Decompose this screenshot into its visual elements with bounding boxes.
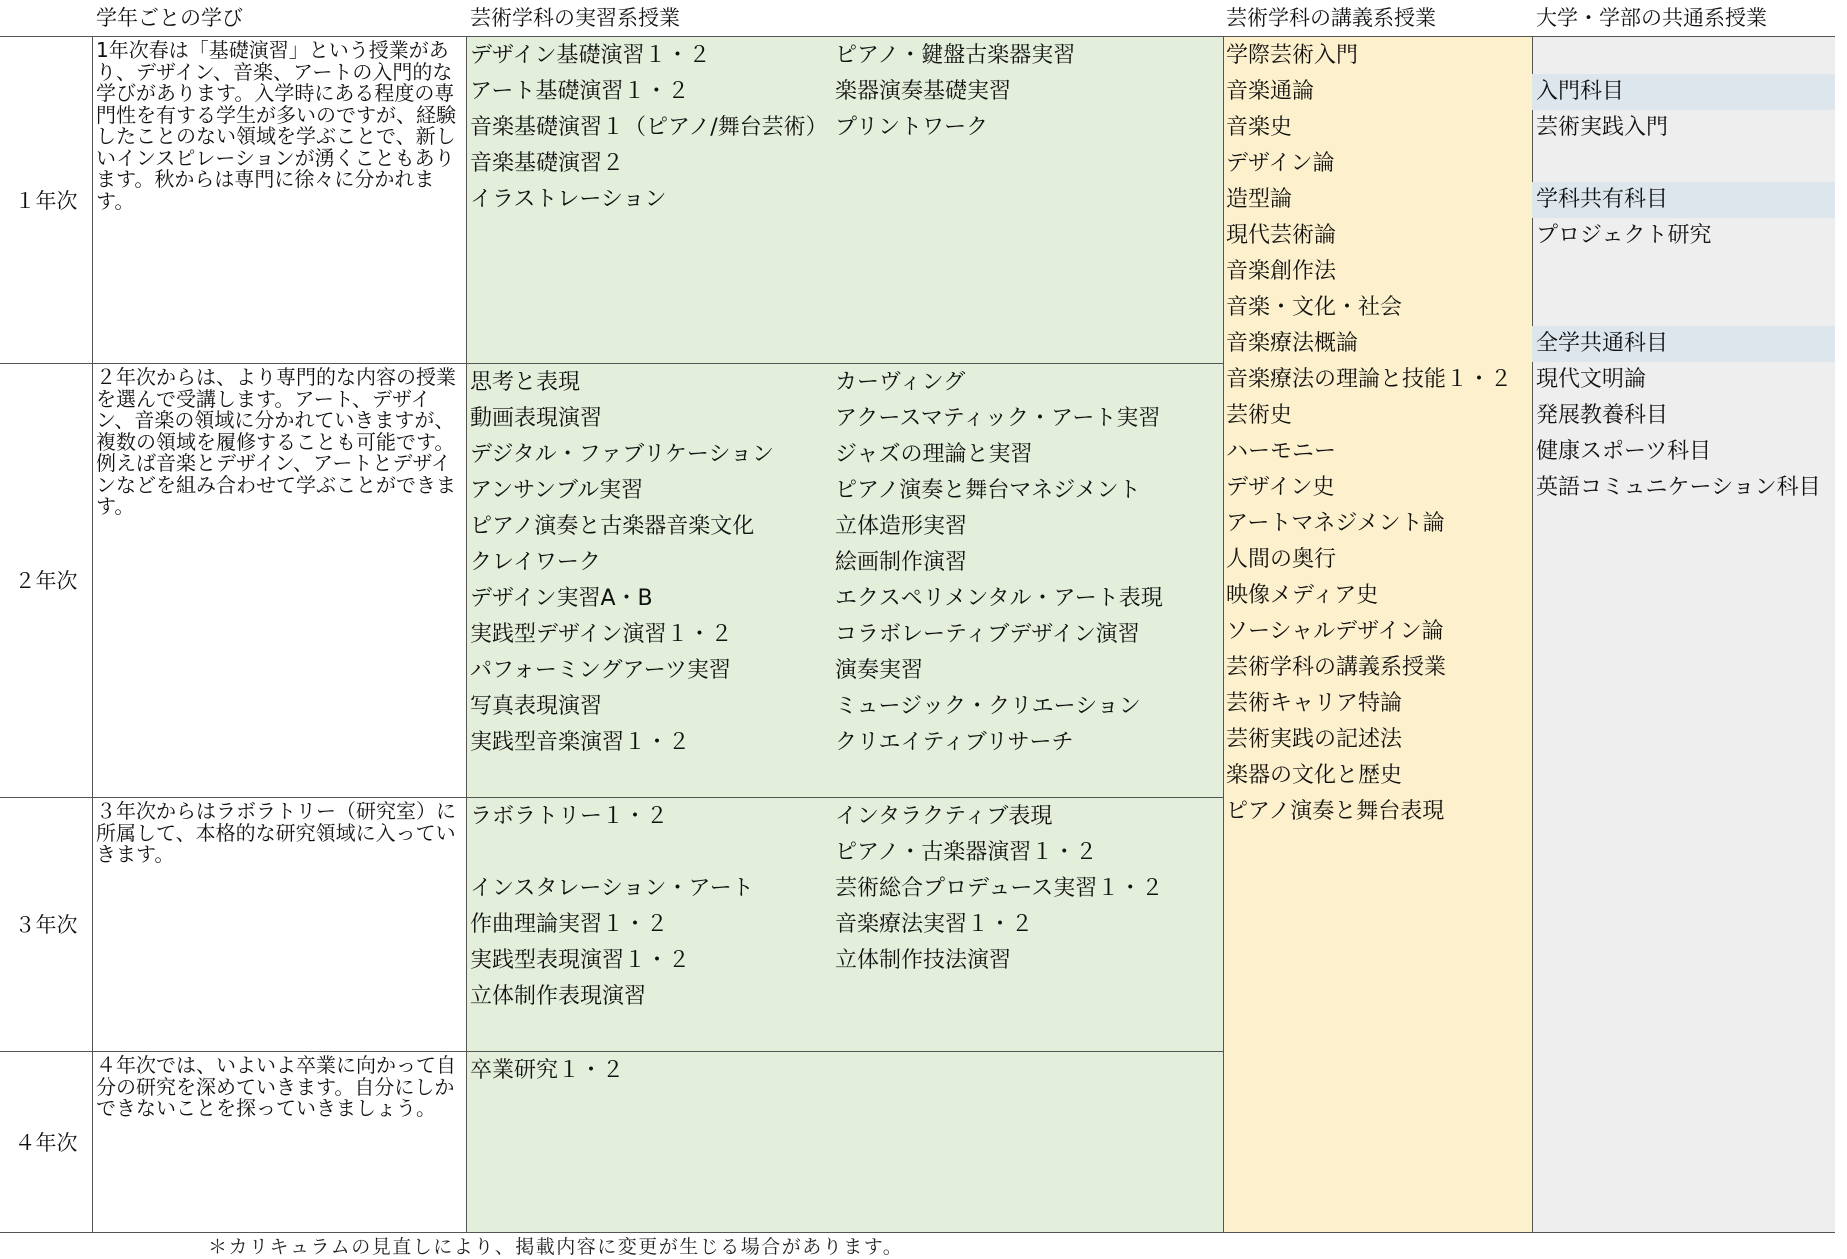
practical-course-item: 動画表現演習 xyxy=(470,406,603,431)
lecture-course-item: 楽器の文化と歴史 xyxy=(1226,763,1403,788)
practical-course-item: ピアノ・鍵盤古楽器実習 xyxy=(835,43,1076,68)
lecture-course-item: 造型論 xyxy=(1226,187,1293,212)
year-description: ４年次では、いよいよ卒業に向かって自分の研究を深めていきます。自分にしかできないことを探っていきましょう。 xyxy=(96,1053,456,1120)
lecture-course-item: 音楽療法の理論と技能１・２ xyxy=(1226,367,1513,392)
lecture-course-item: 人間の奥行 xyxy=(1226,547,1337,572)
year-label: １年次 xyxy=(14,188,78,213)
lecture-course-item: 芸術学科の講義系授業 xyxy=(1226,655,1447,680)
lecture-course-item: ハーモニー xyxy=(1226,439,1337,464)
practical-course-item: アンサンブル実習 xyxy=(470,478,644,503)
header-lecture: 芸術学科の講義系授業 xyxy=(1226,6,1436,30)
practical-course-item: 絵画制作演習 xyxy=(835,550,968,575)
lecture-course-item: ソーシャルデザイン論 xyxy=(1226,619,1444,644)
year-label: ４年次 xyxy=(14,1130,78,1155)
common-course-item: 現代文明論 xyxy=(1536,367,1647,392)
practical-course-item: 音楽基礎演習２ xyxy=(470,151,625,176)
lecture-course-item: デザイン史 xyxy=(1226,475,1335,500)
year-label: ２年次 xyxy=(14,569,78,593)
practical-course-item: 音楽基礎演習１（ピアノ/舞台芸術） xyxy=(470,115,828,140)
practical-course-item: クリエイティブリサーチ xyxy=(835,730,1074,755)
grid-line-col-3 xyxy=(1223,36,1224,1232)
practical-course-item: インスタレーション・アート xyxy=(470,876,754,901)
practical-course-item: アート基礎演習１・２ xyxy=(470,79,690,104)
practical-course-item: ジャズの理論と実習 xyxy=(835,442,1033,467)
common-course-item: 発展教養科目 xyxy=(1536,403,1669,428)
practical-course-item: カーヴィング xyxy=(835,370,966,395)
practical-course-item: 作曲理論実習１・２ xyxy=(470,912,669,937)
grid-line-row-1 xyxy=(0,363,1223,364)
year-description: ２年次からは、より専門的な内容の授業を選んで受講します。アート、デザイン、音楽の領域に分かれていきますが、複数の領域を履修することも可能です。例えば音楽とデザイン、アートとデザインなどを組み合わせて学ぶことができます。 xyxy=(96,365,456,518)
practical-course-item: 立体制作技法演習 xyxy=(835,948,1012,973)
grid-line-row-2 xyxy=(0,797,1223,798)
lecture-course-item: 芸術実践の記述法 xyxy=(1226,727,1403,752)
lecture-course-item: 学際芸術入門 xyxy=(1226,43,1359,68)
practical-course-item: デザイン基礎演習１・２ xyxy=(470,43,711,68)
practical-course-item: パフォーミングアーツ実習 xyxy=(470,658,731,683)
year-label: ３年次 xyxy=(14,913,78,937)
footer-note: ＊カリキュラムの見直しにより、掲載内容に変更が生じる場合があります。 xyxy=(208,1236,904,1258)
lecture-course-item: 芸術史 xyxy=(1226,403,1293,428)
practical-course-item: インタラクティブ表現 xyxy=(835,804,1053,829)
common-course-item: 英語コミュニケーション科目 xyxy=(1536,475,1821,500)
practical-course-item: コラボレーティブデザイン演習 xyxy=(835,622,1140,647)
lecture-course-item: 現代芸術論 xyxy=(1226,223,1337,248)
grid-line-col-1 xyxy=(92,36,93,1232)
grid-line-col-2 xyxy=(466,36,467,1232)
practical-course-item: デジタル・ファブリケーション xyxy=(470,442,775,467)
practical-course-item: 音楽療法実習１・２ xyxy=(835,912,1034,937)
practical-course-item: 実践型デザイン演習１・２ xyxy=(470,622,733,647)
lecture-course-item: デザイン論 xyxy=(1226,151,1335,176)
year-description: 1年次春は「基礎演習」という授業があり、デザイン、音楽、アートの入門的な学びがあります。入学時にある程度の専門性を有する学生が多いのですが、経験したことのない領域を学ぶことで、新しいインスピレーションが湧くこともあります。秋からは専門に徐々に分かれます。 xyxy=(96,38,456,213)
practical-course-item: 楽器演奏基礎実習 xyxy=(835,79,1012,104)
practical-course-item: 芸術総合プロデュース実習１・２ xyxy=(835,876,1164,901)
lecture-course-item: 音楽・文化・社会 xyxy=(1226,295,1403,320)
practical-course-item: クレイワーク xyxy=(470,550,601,575)
lecture-course-item: 音楽療法概論 xyxy=(1226,331,1359,356)
lecture-course-item: 音楽通論 xyxy=(1226,79,1315,104)
practical-course-item: ピアノ演奏と古楽器音楽文化 xyxy=(470,514,755,539)
practical-course-item: 演奏実習 xyxy=(835,658,924,683)
grid-line-row-3 xyxy=(0,1051,1223,1052)
lecture-course-item: 映像メディア史 xyxy=(1226,583,1379,608)
grid-line-header xyxy=(0,36,1835,37)
lecture-course-item: ピアノ演奏と舞台表現 xyxy=(1226,799,1445,824)
common-course-item: 健康スポーツ科目 xyxy=(1536,439,1712,464)
header-common: 大学・学部の共通系授業 xyxy=(1536,6,1767,30)
lecture-course-item: 音楽史 xyxy=(1226,115,1293,140)
practical-course-item: 立体造形実習 xyxy=(835,514,968,539)
header-study-by-year: 学年ごとの学び xyxy=(96,6,243,30)
practical-course-item: ピアノ・古楽器演習１・２ xyxy=(835,840,1098,865)
practical-course-item: デザイン実習A・B xyxy=(470,586,653,611)
year-description: ３年次からはラボラトリー（研究室）に所属して、本格的な研究領域に入っていきます。 xyxy=(96,799,456,866)
practical-course-item: エクスペリメンタル・アート表現 xyxy=(835,586,1163,611)
practical-course-item: イラストレーション xyxy=(470,187,667,212)
practical-course-item: ラボラトリー１・２ xyxy=(470,804,669,829)
common-course-item: プロジェクト研究 xyxy=(1536,223,1712,248)
practical-course-item: ミュージック・クリエーション xyxy=(835,694,1141,719)
lecture-course-item: 芸術キャリア特論 xyxy=(1226,691,1403,716)
practical-course-item: 写真表現演習 xyxy=(470,694,603,719)
common-category-label: 学科共有科目 xyxy=(1536,187,1669,212)
practical-course-item: アクースマティック・アート実習 xyxy=(835,406,1161,431)
lecture-course-item: 音楽創作法 xyxy=(1226,259,1337,284)
practical-course-item: 卒業研究１・２ xyxy=(470,1058,625,1083)
practical-course-item: 実践型表現演習１・２ xyxy=(470,948,691,973)
practical-course-item: 立体制作表現演習 xyxy=(470,984,647,1009)
common-course-item: 芸術実践入門 xyxy=(1536,115,1669,140)
practical-course-item: 実践型音楽演習１・２ xyxy=(470,730,691,755)
common-category-label: 全学共通科目 xyxy=(1536,331,1669,356)
common-category-label: 入門科目 xyxy=(1536,79,1625,104)
practical-course-item: 思考と表現 xyxy=(470,370,581,395)
lecture-course-item: アートマネジメント論 xyxy=(1226,511,1445,536)
header-practical: 芸術学科の実習系授業 xyxy=(470,6,680,30)
practical-course-item: プリントワーク xyxy=(835,115,989,140)
practical-course-item: ピアノ演奏と舞台マネジメント xyxy=(835,478,1141,503)
